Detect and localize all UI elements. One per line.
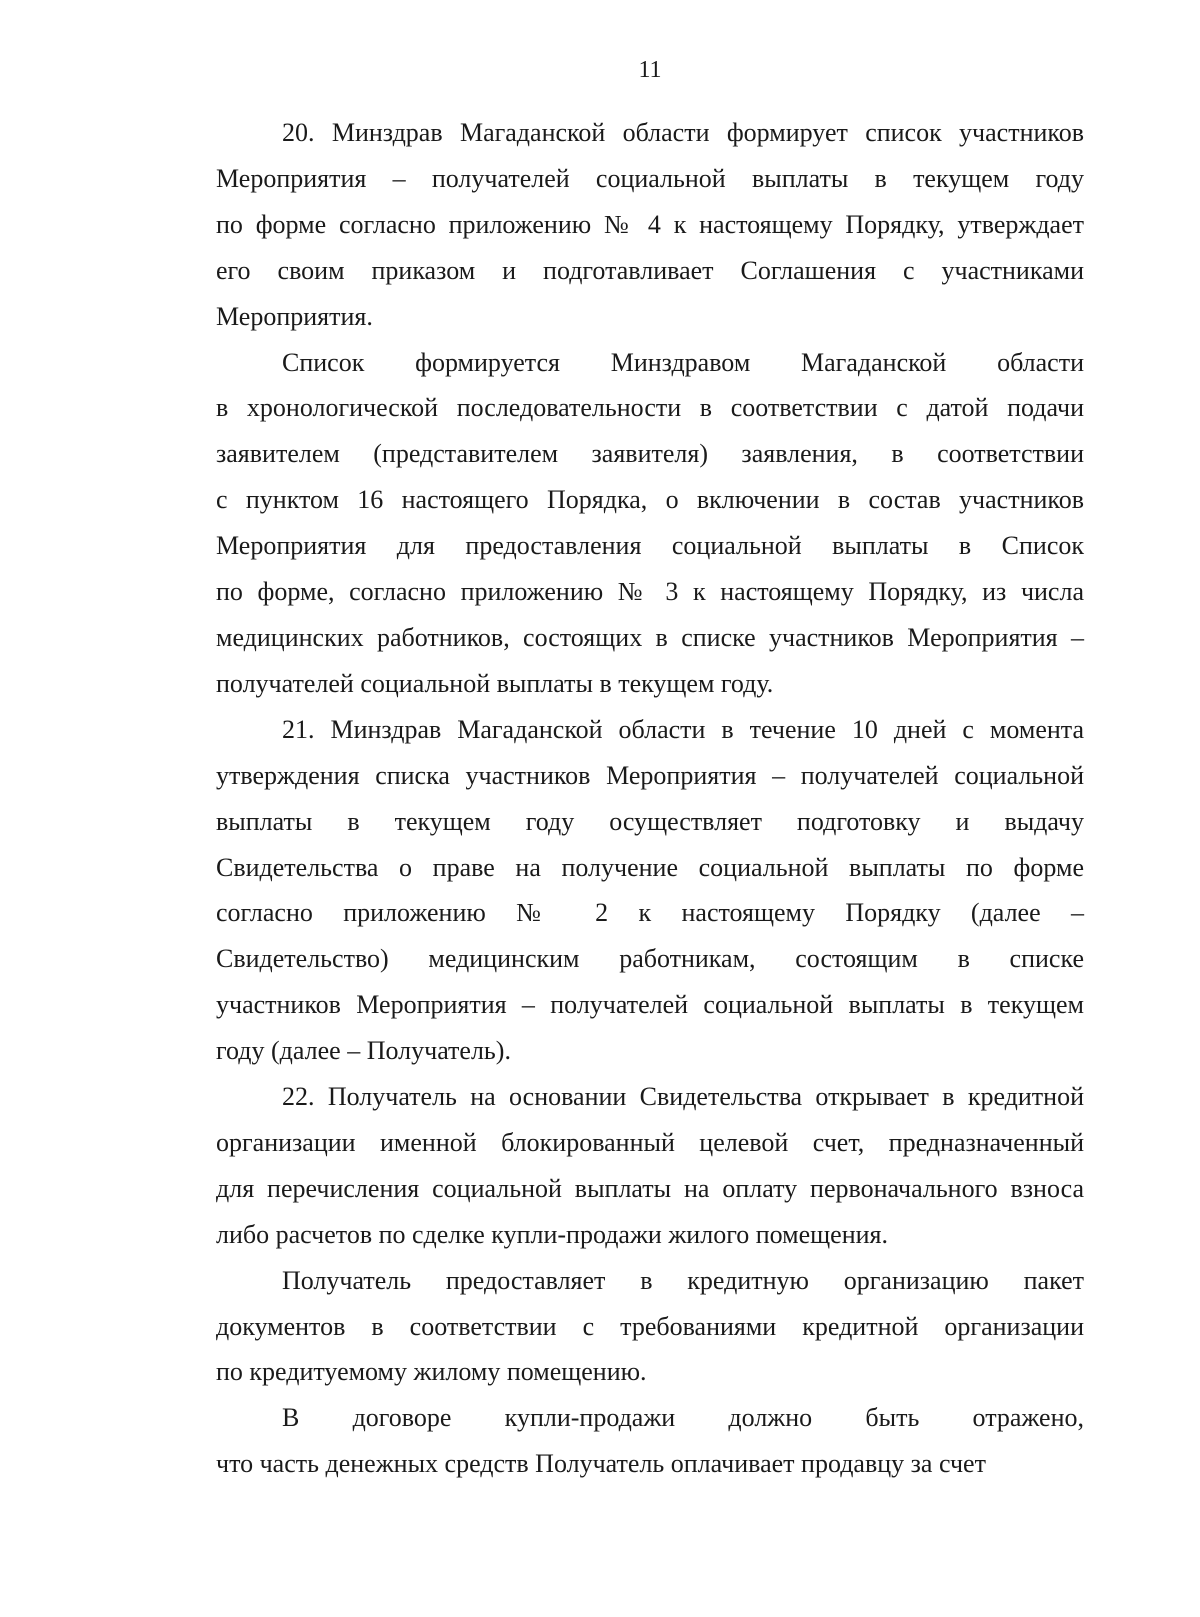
text-line: 22. Получатель на основании Свидетельства открывает в кредитной — [282, 1082, 1084, 1112]
paragraph — [216, 1258, 1084, 1396]
text-line: 20. Минздрав Магаданской области формирует список участников — [282, 118, 1084, 147]
paragraph — [216, 1395, 1084, 1487]
paragraph — [216, 707, 1084, 1074]
text-line: участников Мероприятия – получателей социальной выплаты в текущем — [216, 990, 1084, 1020]
text-line: Свидетельство) медицинским работникам, состоящим в списке — [216, 944, 1084, 974]
text-line: по форме согласно приложению № 4 к настоящему Порядку, утверждает — [216, 209, 1084, 239]
text-line: утверждения списка участников Мероприятия – получателей социальной — [216, 760, 1084, 790]
text-line: В договоре купли-продажи должно быть отражено, — [282, 1403, 1084, 1433]
text-line: что часть денежных средств Получатель оплачивает продавцу за счет — [216, 1449, 986, 1479]
text-line: его своим приказом и подготавливает Соглашения с участниками — [216, 255, 1084, 285]
text-line: по форме, согласно приложению № 3 к настоящему Порядку, из числа — [216, 577, 1084, 607]
text-line: Мероприятия. — [216, 301, 373, 331]
document-body — [216, 110, 1084, 1487]
text-line: Список формируется Минздравом Магаданской области — [282, 347, 1084, 377]
text-line: Мероприятия для предоставления социальной выплаты в Список — [216, 531, 1084, 561]
text-line: Мероприятия – получателей социальной выплаты в текущем году — [216, 163, 1084, 193]
text-line: 21. Минздрав Магаданской области в течение 10 дней с момента — [282, 714, 1084, 744]
text-line: заявителем (представителем заявителя) заявления, в соответствии — [216, 439, 1084, 469]
text-line: Получатель предоставляет в кредитную организацию пакет — [282, 1265, 1084, 1295]
text-line: получателей социальной выплаты в текущем году. — [216, 668, 774, 698]
text-line: организации именной блокированный целевой счет, предназначенный — [216, 1127, 1084, 1157]
text-line: в хронологической последовательности в соответствии с датой подачи — [216, 393, 1084, 423]
paragraph — [216, 110, 1084, 340]
text-line: либо расчетов по сделке купли-продажи жилого помещения. — [216, 1219, 888, 1249]
text-line: по кредитуемому жилому помещению. — [216, 1357, 647, 1387]
text-line: году (далее – Получатель). — [216, 1036, 511, 1066]
text-line: с пунктом 16 настоящего Порядка, о включении в состав участников — [216, 485, 1084, 515]
text-line: документов в соответствии с требованиями кредитной организации — [216, 1311, 1084, 1341]
text-line: выплаты в текущем году осуществляет подготовку и выдачу — [216, 806, 1084, 836]
text-line: медицинских работников, состоящих в списке участников Мероприятия – — [216, 622, 1084, 652]
paragraph — [216, 1074, 1084, 1258]
text-line: согласно приложению № 2 к настоящему Порядку (далее – — [216, 898, 1084, 928]
text-line: для перечисления социальной выплаты на оплату первоначального взноса — [216, 1173, 1084, 1203]
text-line: Свидетельства о праве на получение социальной выплаты по форме — [216, 852, 1084, 882]
paragraph — [216, 340, 1084, 707]
page-number: 11 — [638, 57, 662, 83]
